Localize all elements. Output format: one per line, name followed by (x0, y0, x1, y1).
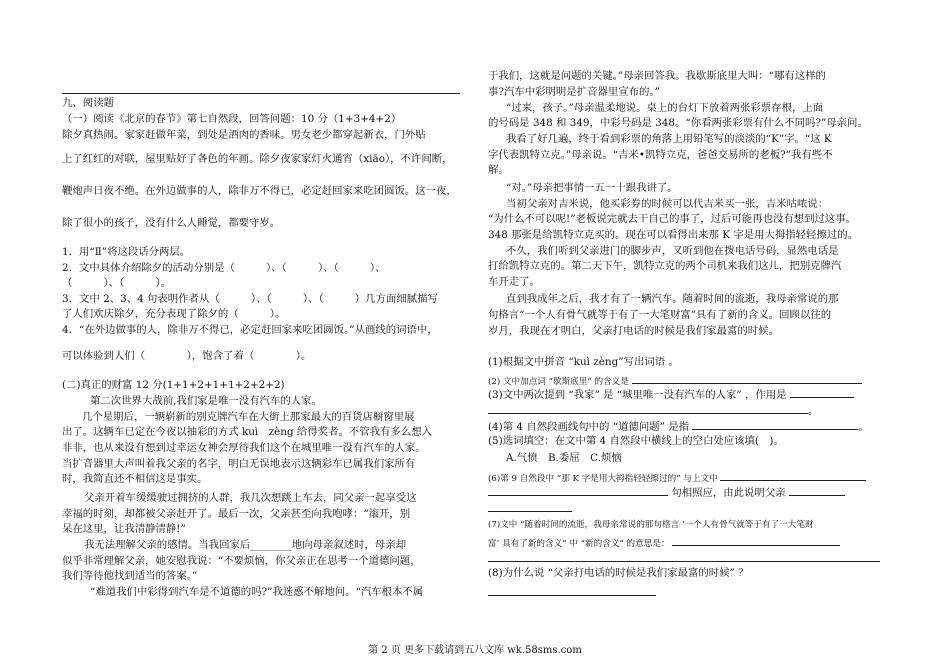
part1-question: （ ）、（ ）。 (62, 277, 172, 289)
part1-question: 可以体验到人们（ ），饱含了着（ ）。 (62, 350, 312, 362)
question-4: (4)第 4 自然段画线句中的 “道德问题” 是指 。 (488, 418, 869, 436)
part2-passage-line: 幸福的时刻，却都被父亲赶开了。最后一次，父亲甚至向我咆哮：“滚开，别 (62, 508, 411, 520)
right-passage-line: “对。”母亲把事情一五一十跟我讲了。 (506, 182, 678, 194)
question-3-text: (3)文中两次提到 “我家” 是 “城里唯一没有汽车的人家” ，作用是 (488, 389, 787, 401)
answer-blank[interactable] (632, 372, 862, 384)
question-3 (488, 386, 854, 404)
answer-blank[interactable] (720, 469, 866, 481)
right-passage-line: “为什么不可以呢!”老板说完就去干自己的事了，过后可能再也没有想到过这事。 (488, 213, 857, 225)
question-6-text-b: 句相照应，由此说明父亲 (671, 487, 786, 499)
question-5: (5)选词填空：在文中第 4 自然段中横线上的空白处应该填( )。 (488, 435, 784, 447)
question-6-continued (488, 484, 845, 502)
answer-blank[interactable] (488, 402, 808, 414)
part2-heading: (二)真正的财富 12 分(1+1+2+1+1+2+2+2) (62, 379, 285, 391)
part2-passage-line: 似乎非常理解父亲，她安慰我说：“不要烦恼，你父亲正在思考一个道德问题， (62, 555, 421, 567)
right-passage-line: 当初父亲对吉米说，他买彩券的时候可以代吉米买一张，吉米咕哝说： (506, 198, 829, 210)
answer-blank[interactable] (488, 550, 880, 562)
answer-blank[interactable] (488, 484, 668, 496)
right-passage-line: 字代表凯特立克。”母亲说。“吉米•凯特立克，爸爸交易所的老板?”我有些不 (488, 149, 833, 161)
part1-heading: （一）阅读《北京的春节》第七自然段，回答问题：10 分（1+3+4+2） (62, 113, 402, 125)
part2-passage-line: 非非，也从来没有想到过幸运女神会厚待我们这个在城里唯一没有汽车的人家。 (62, 442, 426, 454)
question-7: (7)文中 “随着时间的流逝，我母亲常说的那句格言 ‘一个人有骨气就等于有了一大笔财 (488, 520, 814, 530)
part1-passage-line: 上了红红的对联，屋里贴好了各色的年画。除夕夜家家灯火通宵（xiāo），不许间断， (62, 153, 453, 165)
part1-question: 了人们欢庆除夕，充分表现了除夕的（ ）。 (62, 308, 286, 320)
right-passage-line: 句格言“一个人有骨气就等于有了一大笔财富”具有了新的含义。回顾以往的 (488, 309, 832, 321)
right-passage-line: 车开走了。 (488, 276, 540, 288)
question-4-text: (4)第 4 自然段画线句中的 “道德问题” 是指 (488, 421, 690, 433)
question-6-text: (6)第 9 自然段中 “那 K 字是用大拇指轻轻擦过的” 与上文中 (488, 474, 718, 484)
section-title: 九、阅读题 (62, 97, 114, 109)
part1-passage-line: 除了很小的孩子，没有什么人睡觉，都要守岁。 (62, 217, 281, 229)
part2-passage-line: “难道我们中彩得到汽车是不道德的吗?”我迷惑不解地问。“汽车根本不属 (90, 586, 424, 598)
right-passage-line: 事?汽车中彩明明是扩音器里宣布的。” (488, 86, 660, 98)
part1-passage-line: 鞭炮声日夜不绝。在外边做事的人，除非万不得已，必定赶回家来吃团圆饭。这一夜， (62, 185, 457, 197)
part1-passage-line: 除夕真热闹。家家赶做年菜，到处是酒肉的香味。男女老少都穿起新衣，门外贴 (62, 129, 426, 141)
question-3-continued: 。 (488, 402, 818, 420)
right-passage-line: 岁月，我现在才明白，父亲打电话的时候是我们家最富的时候。 (488, 325, 779, 337)
right-passage-line: 于我们，这就是问题的关键。”母亲回答我。我歇斯底里大叫：“哪有这样的 (488, 70, 826, 82)
right-passage-line: 348 那张是给凯特立克买的。现在可以看得出来那 K 字是用大拇指轻轻擦过的。 (488, 229, 859, 241)
question-2-text: (2) 文中加点词 “歇斯底里” 的含义是 (488, 377, 629, 387)
question-1: (1)根据文中拼音 “kuì zèng”写出词语 。 (488, 356, 679, 368)
top-rule (62, 93, 460, 94)
part1-question: 3．文中 2、3、4 句表明作者从（ ）、（ ）、（ ）几方面细腻描写 (62, 293, 438, 305)
question-7-line-3 (488, 550, 880, 568)
answer-blank[interactable] (790, 386, 854, 398)
part2-passage-line: 呆在这里，让我清静清静!” (62, 523, 186, 535)
right-passage-line: 不久，我们听到父亲进门的脚步声，又听到他在拨电话号码，显然电话是 (506, 245, 839, 257)
answer-blank[interactable] (692, 418, 858, 430)
question-7-text-b: 富’ 具有了新的含义” 中 “新的含义” 的意思是： (488, 539, 670, 549)
question-8-line (488, 584, 656, 602)
answer-blank[interactable] (672, 534, 840, 546)
right-passage-line: 打给凯特立克的。第二天下午，凯特立克的两个司机来我们这儿，把别克牌汽 (488, 260, 842, 272)
right-passage-line: 我看了好几遍，终于看到彩票的角落上用铅笔写的淡淡的“K”字。“这 K (506, 133, 832, 145)
part2-passage-line: 我无法理解父亲的感情。当我回家后________地向母亲叙述时，母亲却 (84, 539, 407, 551)
part1-question: 1．用“Ⅱ”将这段话分两层。 (62, 246, 191, 258)
answer-blank[interactable] (789, 484, 845, 496)
part2-passage-line: 时，我简直还不相信这是事实。 (62, 473, 208, 485)
part1-question: 4．“在外边做事的人，除非万不得已，必定赶回家来吃团圆饭。”从画线的词语中， (62, 324, 438, 336)
part1-question: 2．文中具体介绍除夕的活动分别是（ ）、（ ）、（ ）、 (62, 262, 386, 274)
page-footer: 第 2 页 更多下载请到五八文库 wk.58sms.com (368, 645, 582, 656)
question-5-options: A.气愤 B.委屈 C.烦恼 (506, 452, 622, 464)
part2-passage-line: 几个星期后，一辆崭新的别克牌汽车在大街上那家最大的百货店橱窗里展 (82, 411, 415, 423)
answer-blank[interactable] (488, 500, 572, 512)
right-passage-line: 解。 (488, 164, 509, 176)
part2-passage-line: 出了。这辆车已定在今夜以抽彩的方式 kuì zèng 给得奖者。不管我有多么想入 (62, 426, 432, 438)
question-6-line-3 (488, 500, 572, 518)
right-passage-line: “过来，孩子。”母亲温柔地说。桌上的台灯下放着两张彩票存根，上面 (506, 102, 824, 114)
part2-passage-line: 第二次世界大战前,我们家是唯一没有汽车的人家。 (90, 395, 322, 407)
part2-passage-line: 当扩音器里大声叫着我父亲的名字，明白无误地表示这辆彩车已属我们家所有 (62, 458, 416, 470)
right-passage-line: 的号码是 348 和 349，中彩号码是 348。“你看两张彩票有什么不同吗?”母亲问。 (488, 117, 868, 129)
right-passage-line: 直到我成年之后，我才有了一辆汽车。随着时间的流逝，我母亲常说的那 (506, 293, 839, 305)
answer-blank[interactable] (488, 584, 656, 596)
question-8: (8)为什么说 “父亲打电话的时候是我们家最富的时候” ？ (488, 567, 749, 579)
part2-passage-line: 父亲开着车缓缓驶过拥挤的人群，我几次想跳上车去，同父亲一起享受这 (84, 492, 417, 504)
part2-passage-line: 我们等待他找到适当的答案。” (62, 570, 198, 582)
